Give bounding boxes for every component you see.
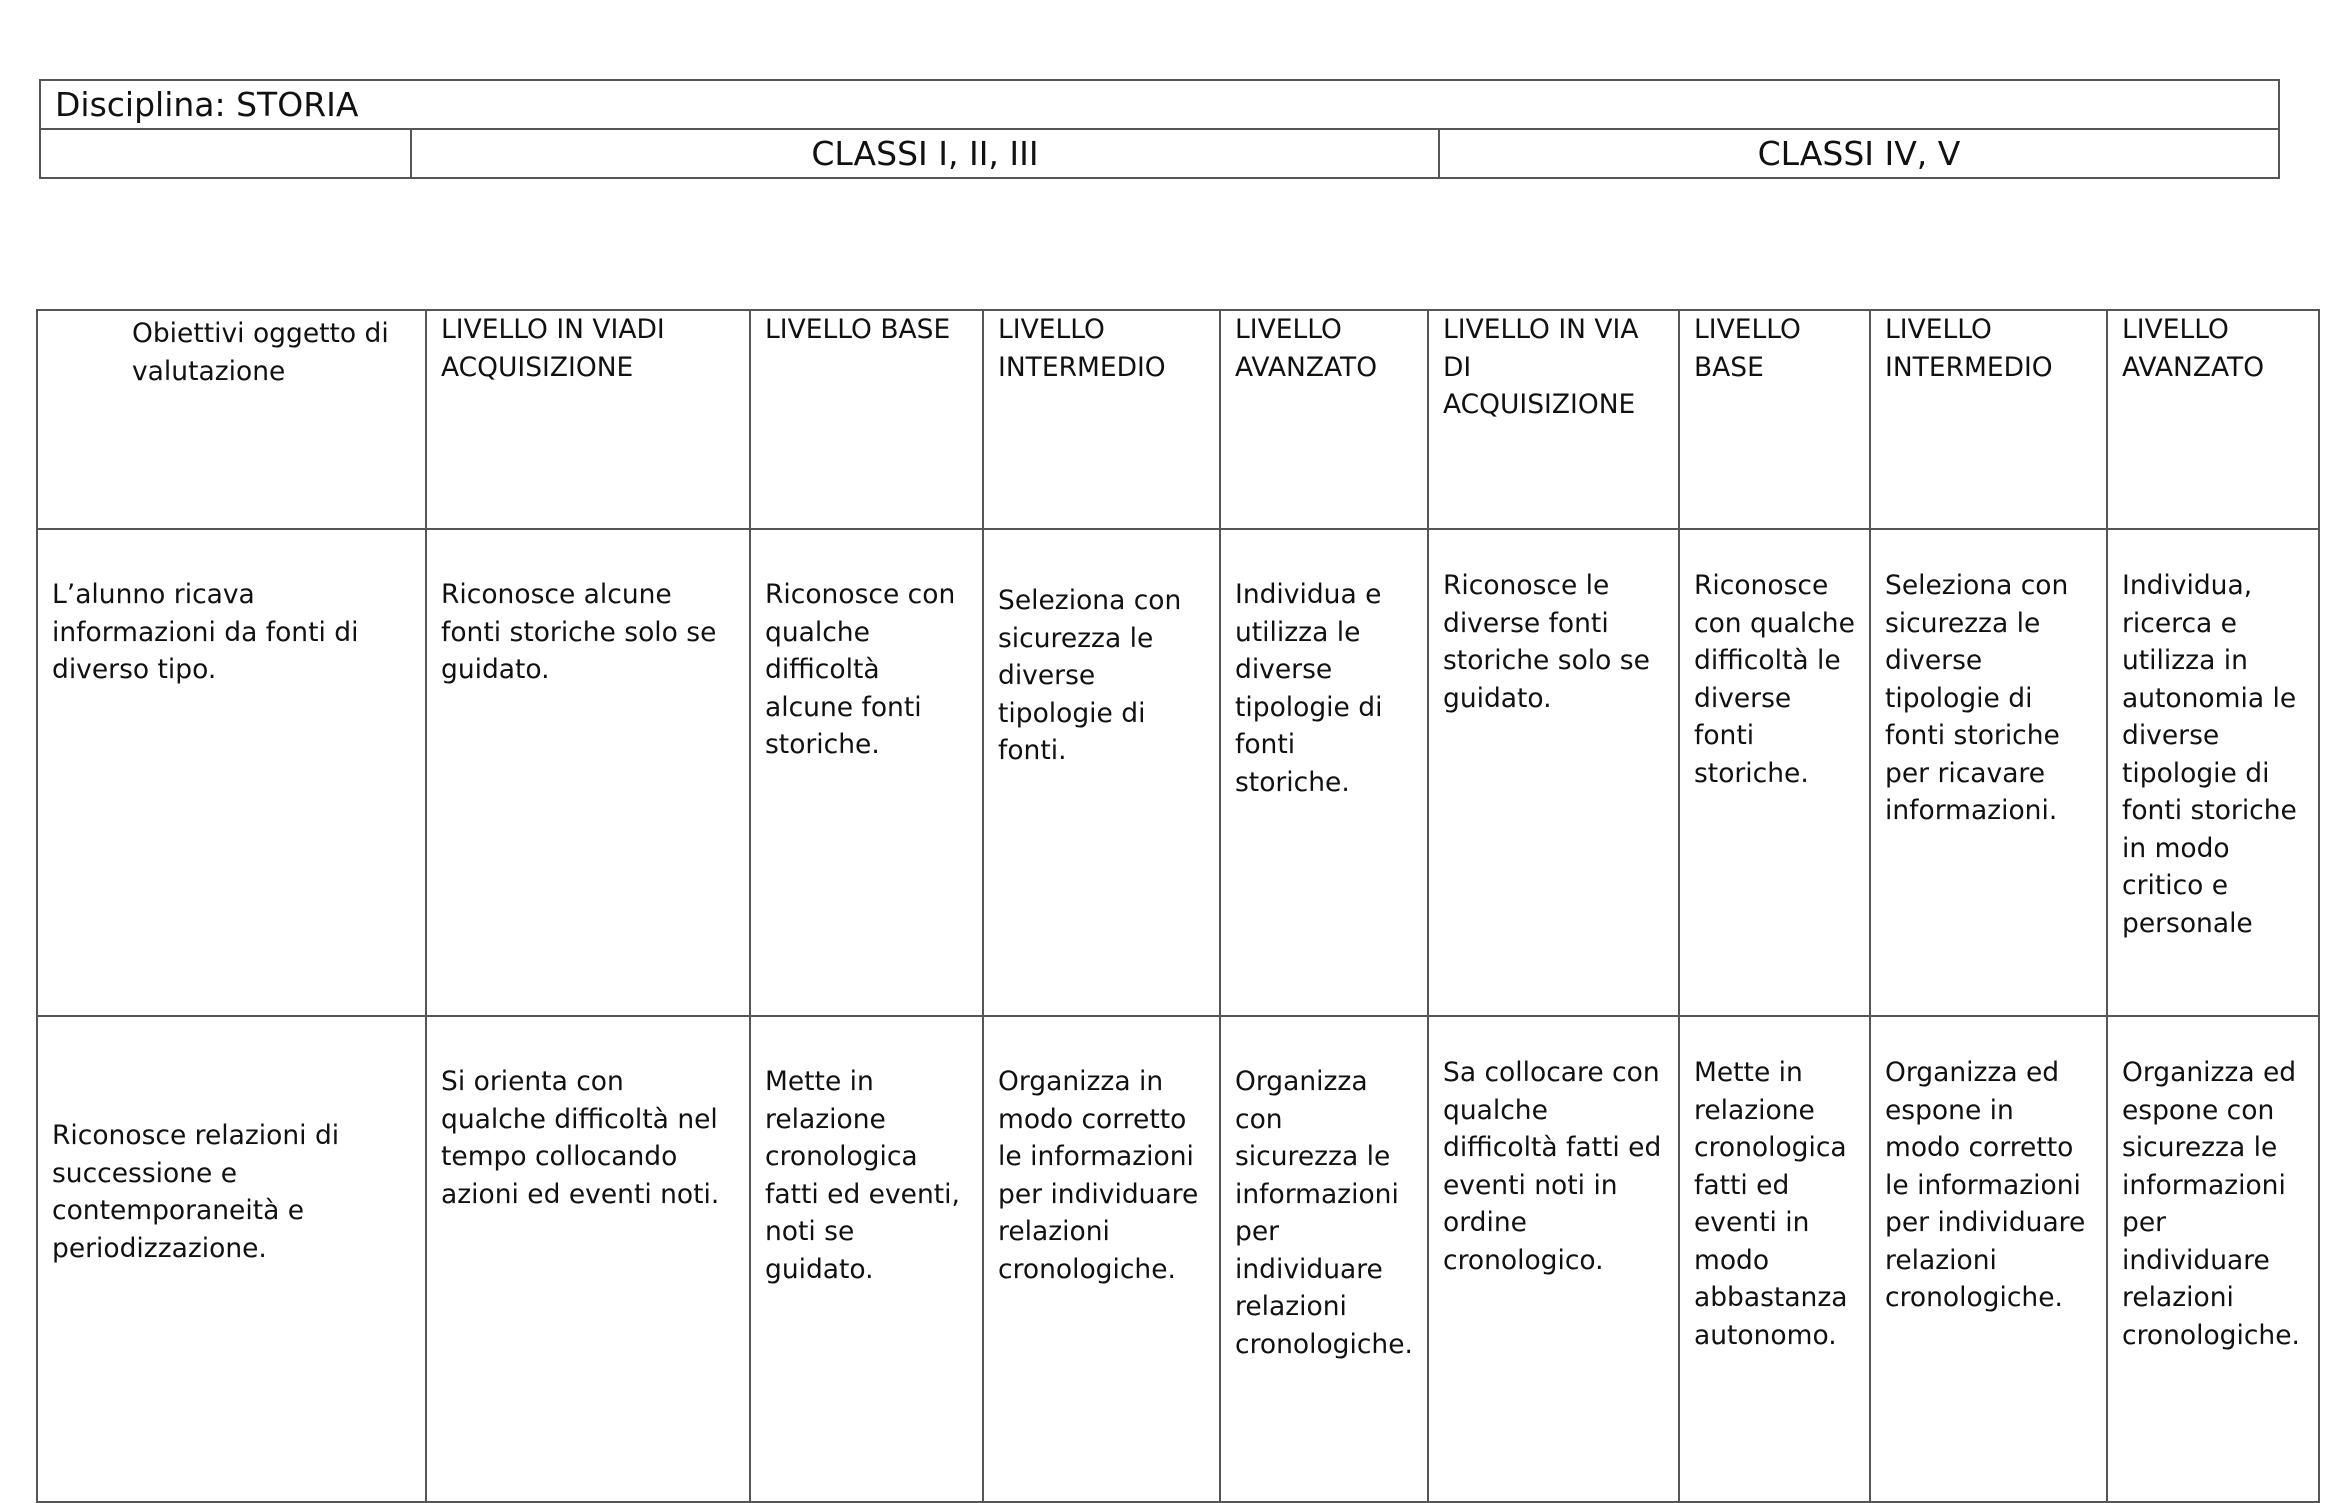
descriptor-cell: Mette in relazione cronologica fatti ed eventi, noti se guidato. [750, 1016, 983, 1502]
table-row [37, 1016, 2319, 1502]
level-header: LIVELLO IN VIA DI ACQUISIZIONE [1428, 310, 1679, 529]
header-empty-cell [40, 129, 411, 178]
descriptor-cell: Seleziona con sicurezza le diverse tipologie di fonti storiche per ricavare informazioni. [1870, 529, 2107, 1016]
descriptor-cell: Riconosce con qualche difficoltà le diverse fonti storiche. [1679, 529, 1870, 1016]
level-header: LIVELLO BASE [750, 310, 983, 529]
descriptor-cell: Riconosce con qualche difficoltà alcune fonti storiche. [750, 529, 983, 1016]
objectives-header: Obiettivi oggetto di valutazione [37, 310, 426, 529]
level-header: LIVELLO AVANZATO [1220, 310, 1428, 529]
class-group-2: CLASSI IV, V [1439, 129, 2279, 178]
descriptor-cell: Riconosce alcune fonti storiche solo se guidato. [426, 529, 750, 1016]
descriptor-cell: Mette in relazione cronologica fatti ed eventi in modo abbastanza autonomo. [1679, 1016, 1870, 1502]
objective-cell: L’alunno ricava informazioni da fonti di diverso tipo. [37, 529, 426, 1016]
descriptor-cell: Si orienta con qualche difficoltà nel tempo collocando azioni ed eventi noti. [426, 1016, 750, 1502]
level-header: LIVELLO IN VIADI ACQUISIZIONE [426, 310, 750, 529]
descriptor-cell: Individua e utilizza le diverse tipologie di fonti storiche. [1220, 529, 1428, 1016]
level-header: LIVELLO INTERMEDIO [983, 310, 1220, 529]
descriptor-cell: Sa collocare con qualche difficoltà fatti ed eventi noti in ordine cronologico. [1428, 1016, 1679, 1502]
discipline-title: Disciplina: STORIA [40, 80, 2279, 129]
descriptor-cell: Organizza ed espone con sicurezza le informazioni per individuare relazioni cronologiche. [2107, 1016, 2319, 1502]
level-header: LIVELLO AVANZATO [2107, 310, 2319, 529]
objective-cell: Riconosce relazioni di successione e contemporaneità e periodizzazione. [37, 1016, 426, 1502]
descriptor-cell: Organizza ed espone in modo corretto le informazioni per individuare relazioni cronologiche. [1870, 1016, 2107, 1502]
descriptor-cell: Individua, ricerca e utilizza in autonomia le diverse tipologie di fonti storiche in modo critico e personale [2107, 529, 2319, 1016]
table-header-row [37, 310, 2319, 529]
level-header: LIVELLO BASE [1679, 310, 1870, 529]
descriptor-cell: Organizza in modo corretto le informazioni per individuare relazioni cronologiche. [983, 1016, 1220, 1502]
level-header: LIVELLO INTERMEDIO [1870, 310, 2107, 529]
descriptor-cell: Organizza con sicurezza le informazioni per individuare relazioni cronologiche. [1220, 1016, 1428, 1502]
class-group-1: CLASSI I, II, III [411, 129, 1439, 178]
descriptor-cell: Seleziona con sicurezza le diverse tipologie di fonti. [983, 529, 1220, 1016]
table-row [37, 529, 2319, 1016]
evaluation-table [36, 309, 2320, 1503]
descriptor-cell: Riconosce le diverse fonti storiche solo se guidato. [1428, 529, 1679, 1016]
header-table [39, 79, 2280, 179]
